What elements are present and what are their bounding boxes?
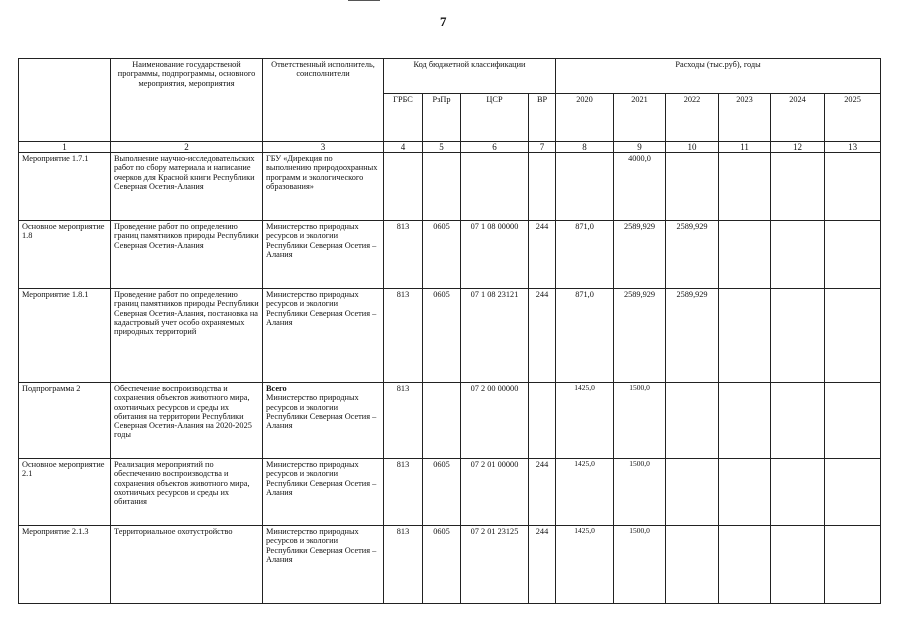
row-csr: 07 1 08 00000 xyxy=(461,221,529,289)
column-number: 6 xyxy=(461,142,529,153)
row-expense-2023 xyxy=(719,221,771,289)
row-grbs: 813 xyxy=(384,383,423,459)
column-number: 7 xyxy=(529,142,556,153)
row-expense-2020: 1425,0 xyxy=(556,526,614,604)
row-expense-2025 xyxy=(825,221,881,289)
header-year: 2021 xyxy=(614,94,666,142)
row-code: Мероприятие 1.7.1 xyxy=(19,153,111,221)
row-expense-2025 xyxy=(825,526,881,604)
row-vr: 244 xyxy=(529,459,556,526)
row-code: Основное мероприятие 1.8 xyxy=(19,221,111,289)
column-number: 11 xyxy=(719,142,771,153)
row-expense-2020: 1425,0 xyxy=(556,459,614,526)
row-code: Основное мероприятие 2.1 xyxy=(19,459,111,526)
header-grbs: ГРБС xyxy=(384,94,423,142)
table-row xyxy=(19,221,881,289)
row-expense-2024 xyxy=(771,383,825,459)
row-executor: Министерство природных ресурсов и экологии Республики Северная Осетия – Алания xyxy=(263,289,384,383)
row-name: Территориальное охотустройство xyxy=(111,526,263,604)
row-expense-2024 xyxy=(771,221,825,289)
row-name: Реализация мероприятий по обеспечению воспроизводства и сохранения объектов животного мира, охотничьих ресурсов и среды их обитания xyxy=(111,459,263,526)
column-number: 5 xyxy=(423,142,461,153)
row-rzpr xyxy=(423,383,461,459)
header-year: 2025 xyxy=(825,94,881,142)
header-budget-code: Код бюджетной классификации xyxy=(384,59,556,94)
column-number: 4 xyxy=(384,142,423,153)
row-expense-2022: 2589,929 xyxy=(666,289,719,383)
row-expense-2022: 2589,929 xyxy=(666,221,719,289)
row-expense-2025 xyxy=(825,289,881,383)
row-executor: Министерство природных ресурсов и экологии Республики Северная Осетия – Алания xyxy=(263,221,384,289)
row-expense-2024 xyxy=(771,526,825,604)
header-expenses: Расходы (тыс.руб), годы xyxy=(556,59,881,94)
row-expense-2020: 871,0 xyxy=(556,221,614,289)
header-rzpr: РзПр xyxy=(423,94,461,142)
row-executor: Министерство природных ресурсов и экологии Республики Северная Осетия – Алания xyxy=(263,459,384,526)
row-expense-2023 xyxy=(719,526,771,604)
row-expense-2021: 2589,929 xyxy=(614,221,666,289)
row-vr xyxy=(529,153,556,221)
row-rzpr: 0605 xyxy=(423,459,461,526)
row-name: Проведение работ по определению границ памятников природы Республики Северная Осетия-Алания, постановка на кадастровый учет особо охраняемых природных территорий xyxy=(111,289,263,383)
column-number: 13 xyxy=(825,142,881,153)
row-vr: 244 xyxy=(529,221,556,289)
row-expense-2023 xyxy=(719,459,771,526)
row-rzpr: 0605 xyxy=(423,526,461,604)
header-name: Наименование государственой программы, подпрограммы, основного мероприятия, мероприятия xyxy=(111,59,263,142)
table-row xyxy=(19,153,881,221)
row-expense-2021: 1500,0 xyxy=(614,459,666,526)
header-executor: Ответственный исполнитель, соисполнители xyxy=(263,59,384,142)
row-vr xyxy=(529,383,556,459)
row-executor: ГБУ «Дирекция по выполнению природоохранных программ и экологического образования» xyxy=(263,153,384,221)
row-vr: 244 xyxy=(529,289,556,383)
row-vr: 244 xyxy=(529,526,556,604)
column-number: 1 xyxy=(19,142,111,153)
row-code: Мероприятие 1.8.1 xyxy=(19,289,111,383)
row-expense-2021: 1500,0 xyxy=(614,383,666,459)
header-year: 2022 xyxy=(666,94,719,142)
header-year: 2023 xyxy=(719,94,771,142)
row-grbs: 813 xyxy=(384,526,423,604)
row-executor: Министерство природных ресурсов и экологии Республики Северная Осетия – Алания xyxy=(266,393,377,431)
row-expense-2022 xyxy=(666,526,719,604)
header-cell-empty xyxy=(19,59,111,142)
row-expense-2024 xyxy=(771,289,825,383)
row-expense-2021: 1500,0 xyxy=(614,526,666,604)
column-number: 3 xyxy=(263,142,384,153)
column-number: 8 xyxy=(556,142,614,153)
column-number: 9 xyxy=(614,142,666,153)
row-csr: 07 2 00 00000 xyxy=(461,383,529,459)
row-expense-2025 xyxy=(825,459,881,526)
table-row xyxy=(19,289,881,383)
header-year: 2020 xyxy=(556,94,614,142)
row-expense-2023 xyxy=(719,383,771,459)
row-expense-2025 xyxy=(825,383,881,459)
table-row xyxy=(19,383,881,459)
row-name: Выполнение научно-исследовательских работ по сбору материала и написание очерков для Красной книги Республики Северная Осетия-Алания xyxy=(111,153,263,221)
row-csr: 07 1 08 23121 xyxy=(461,289,529,383)
header-year: 2024 xyxy=(771,94,825,142)
column-number: 10 xyxy=(666,142,719,153)
row-expense-2025 xyxy=(825,153,881,221)
row-rzpr: 0605 xyxy=(423,289,461,383)
row-expense-2021: 2589,929 xyxy=(614,289,666,383)
row-expense-2024 xyxy=(771,459,825,526)
row-name: Проведение работ по определению границ памятников природы Республики Северная Осетия-Алания xyxy=(111,221,263,289)
page-number: 7 xyxy=(440,14,447,29)
row-name: Обеспечение воспроизводства и сохранения объектов животного мира, охотничьих ресурсов и среды их обитания на территории Республики Северная Осетия-Алания на 2020-2025 годы xyxy=(111,383,263,459)
row-expense-2021: 4000,0 xyxy=(614,153,666,221)
table-row xyxy=(19,459,881,526)
header-csr: ЦСР xyxy=(461,94,529,142)
row-grbs xyxy=(384,153,423,221)
row-csr: 07 2 01 23125 xyxy=(461,526,529,604)
row-expense-2020 xyxy=(556,153,614,221)
row-executor-cell xyxy=(263,383,384,459)
top-scan-mark xyxy=(348,0,380,1)
row-grbs: 813 xyxy=(384,289,423,383)
row-csr: 07 2 01 00000 xyxy=(461,459,529,526)
row-rzpr xyxy=(423,153,461,221)
row-executor-total: Всего xyxy=(266,384,287,394)
budget-table xyxy=(18,58,881,604)
row-csr xyxy=(461,153,529,221)
row-expense-2024 xyxy=(771,153,825,221)
row-expense-2022 xyxy=(666,459,719,526)
column-number-row xyxy=(19,142,881,153)
row-code: Мероприятие 2.1.3 xyxy=(19,526,111,604)
column-number: 12 xyxy=(771,142,825,153)
row-code: Подпрограмма 2 xyxy=(19,383,111,459)
row-expense-2022 xyxy=(666,153,719,221)
row-expense-2023 xyxy=(719,153,771,221)
table-row xyxy=(19,526,881,604)
row-grbs: 813 xyxy=(384,221,423,289)
header-vr: ВР xyxy=(529,94,556,142)
row-expense-2020: 871,0 xyxy=(556,289,614,383)
row-expense-2023 xyxy=(719,289,771,383)
row-rzpr: 0605 xyxy=(423,221,461,289)
row-executor: Министерство природных ресурсов и экологии Республики Северная Осетия – Алания xyxy=(263,526,384,604)
row-expense-2022 xyxy=(666,383,719,459)
row-grbs: 813 xyxy=(384,459,423,526)
row-expense-2020: 1425,0 xyxy=(556,383,614,459)
column-number: 2 xyxy=(111,142,263,153)
